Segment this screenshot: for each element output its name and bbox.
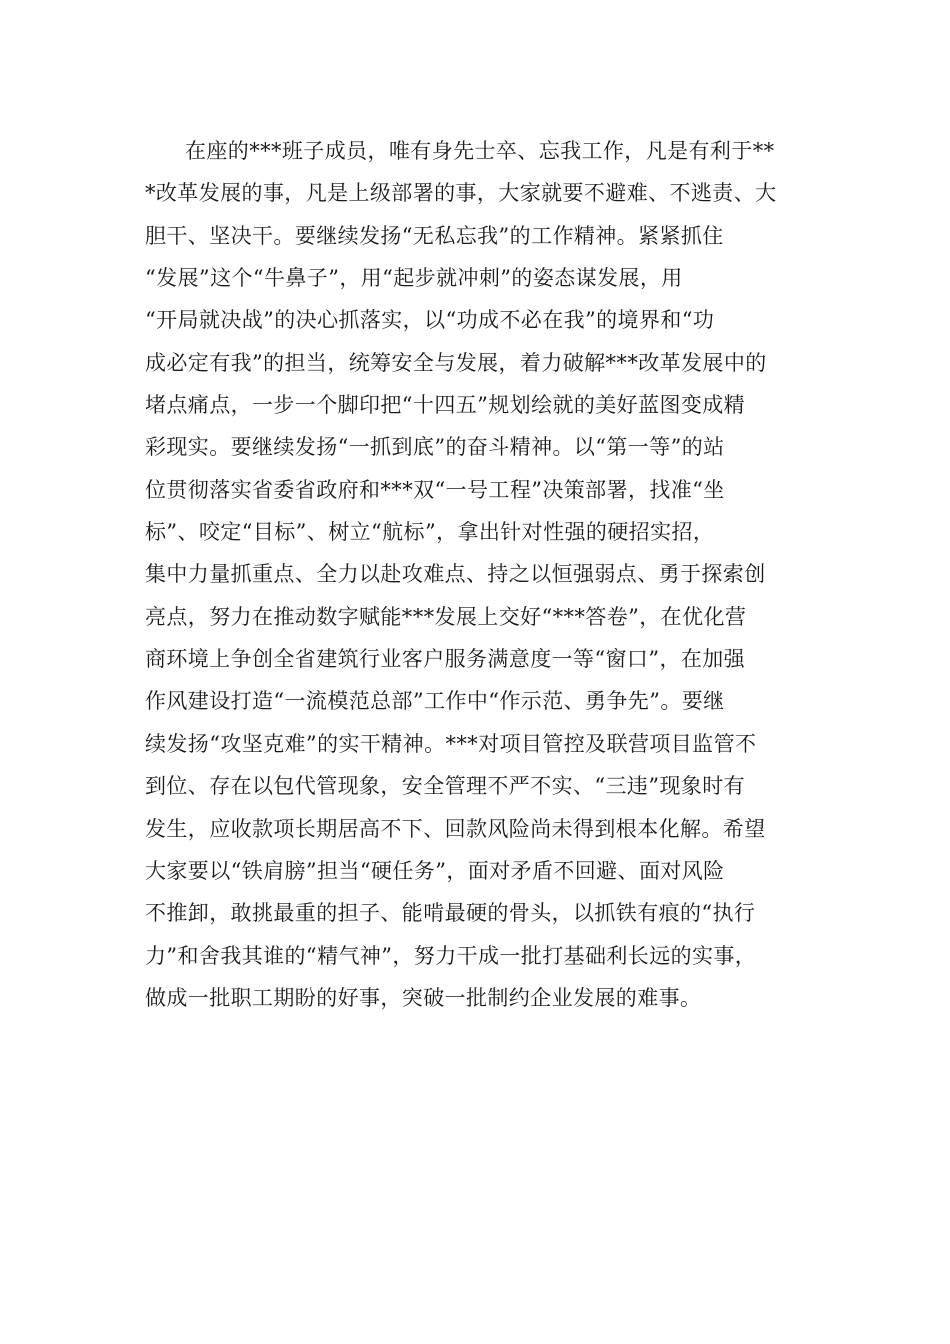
paragraph-line: 堵点痛点，一步一个脚印把“十四五”规划绘就的美好蓝图变成精 [145,393,746,418]
paragraph-line: 不推卸，敢挑最重的担子、能啃最硬的骨头，以抓铁有痕的“执行 [145,901,756,926]
paragraph-line: 力”和舍我其谁的“精气神”，努力干成一批打基础利长远的实事， [145,943,757,968]
body-paragraph [145,130,825,1019]
paragraph-line: 彩现实。要继续发扬“一抓到底”的奋斗精神。以“第一等”的站 [145,435,725,460]
paragraph-line: 亮点，努力在推动数字赋能***发展上交好“***答卷”，在优化营 [145,604,747,629]
paragraph-line: *改革发展的事，凡是上级部署的事，大家就要不避难、不逃责、大 [145,181,777,206]
paragraph-line: 成必定有我”的担当，统筹安全与发展，着力破解***改革发展中的 [145,350,767,375]
paragraph-line: 做成一批职工期盼的好事，突破一批制约企业发展的难事。 [145,985,702,1010]
paragraph-line: 标”、咬定“目标”、树立“航标”，拿出针对性强的硬招实招， [145,520,715,545]
paragraph-line: 大家要以“铁肩膀”担当“硬任务”，面对矛盾不回避、面对风险 [145,858,725,883]
paragraph-line: 商环境上争创全省建筑行业客户服务满意度一等“窗口”，在加强 [145,647,746,672]
paragraph-line: 作风建设打造“一流模范总部”工作中“作示范、勇争先”。要继 [145,689,725,714]
paragraph-line: “开局就决战”的决心抓落实，以“功成不必在我”的境界和“功 [145,308,715,333]
paragraph-line: 续发扬“攻坚克难”的实干精神。***对项目管控及联营项目监管不 [145,731,757,756]
paragraph-line: 位贯彻落实省委省政府和***双“一号工程”决策部署，找准“坐 [145,477,725,502]
paragraph-line: 发生，应收款项长期居高不下、回款风险尚未得到根本化解。希望 [145,816,766,841]
paragraph-line: “发展”这个“牛鼻子”，用“起步就冲刺”的姿态谋发展，用 [145,266,683,291]
paragraph-line: 集中力量抓重点、全力以赴攻难点、持之以恒强弱点、勇于探索创 [145,562,766,587]
paragraph-line: 在座的***班子成员，唯有身先士卒、忘我工作，凡是有利于** [185,139,775,163]
paragraph-line: 到位、存在以包代管现象，安全管理不严不实、“三违”现象时有 [145,774,746,799]
paragraph-line: 胆干、坚决干。要继续发扬“无私忘我”的工作精神。紧紧抓住 [145,223,724,248]
